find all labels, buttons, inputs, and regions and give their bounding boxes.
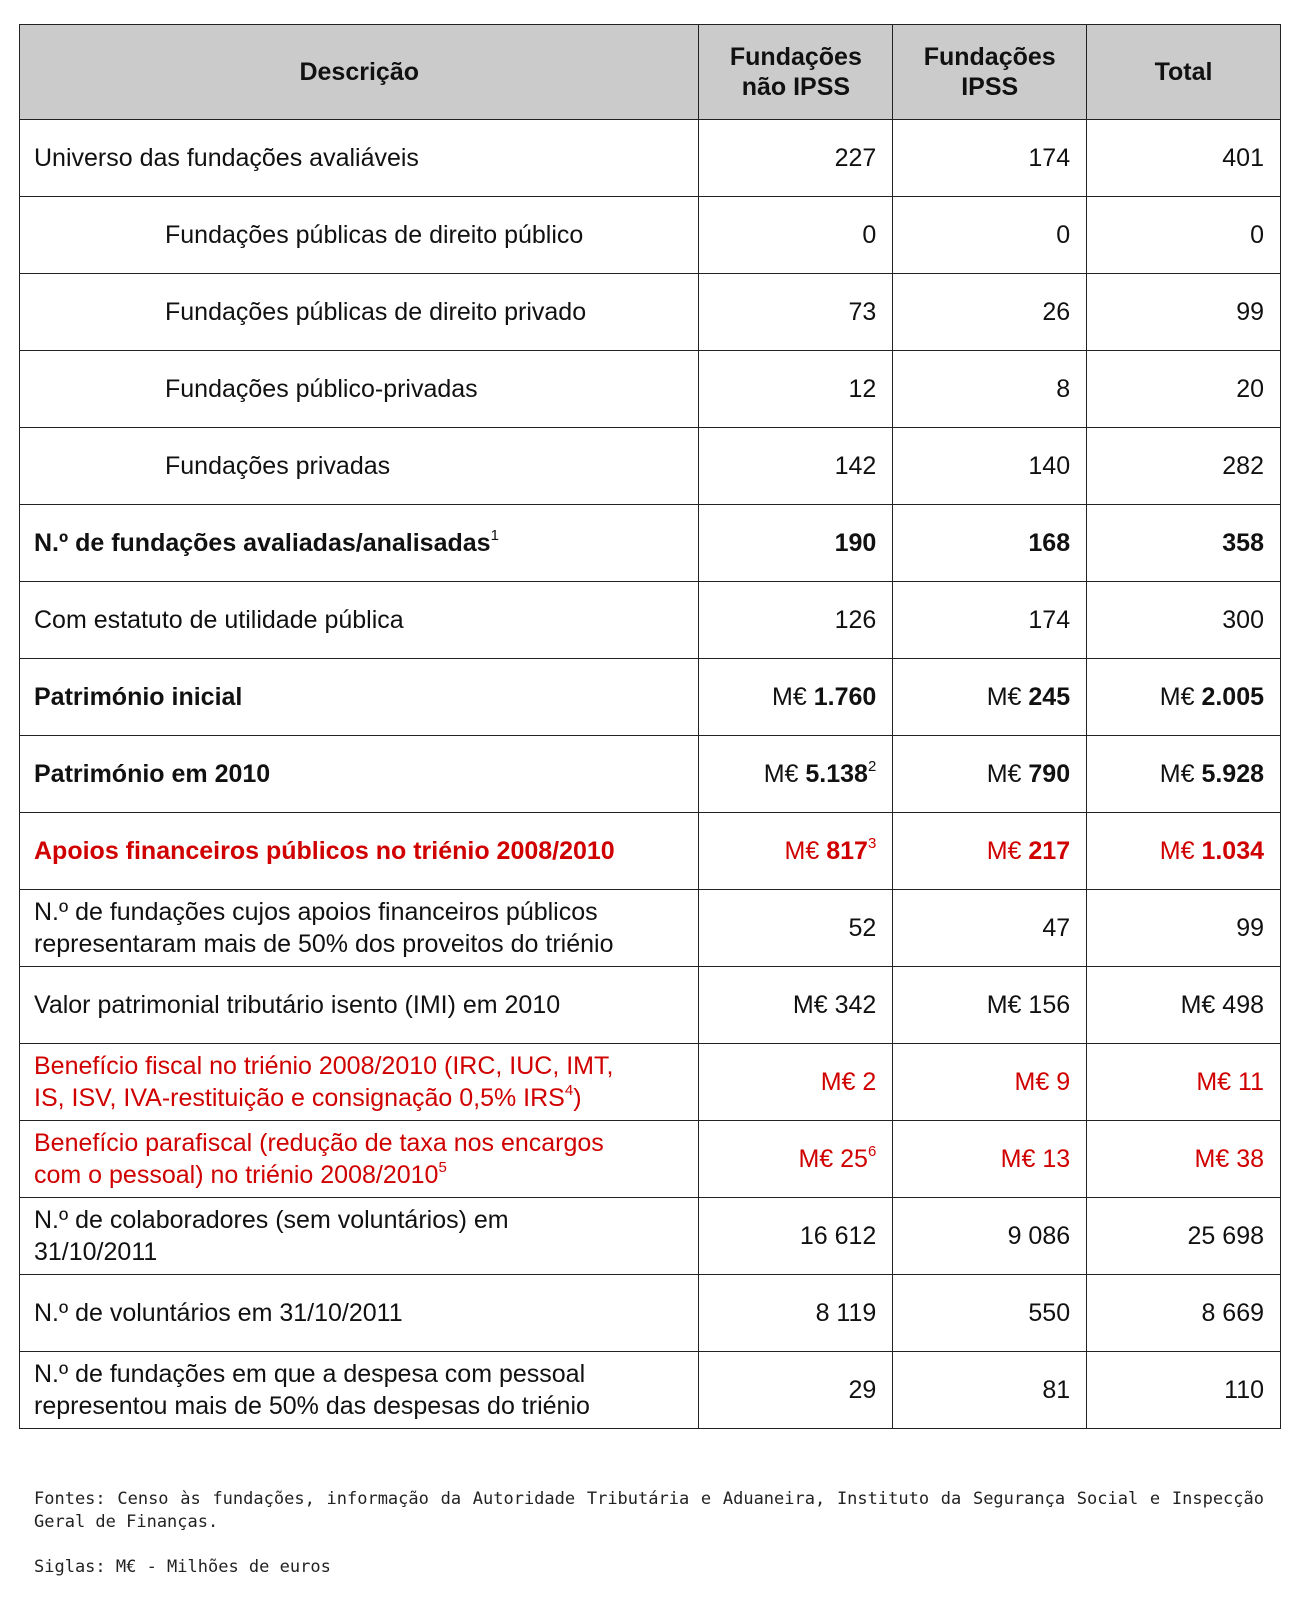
cell-ipss: 174 [893,582,1087,659]
cell-value: 817 [826,837,868,865]
footnote-marker: 1 [490,527,499,544]
currency-label: M€ [772,683,807,711]
table-notes [34,1488,1264,1579]
row-description-line1: N.º de fundações em que a despesa com pessoal [34,1360,586,1388]
cell-ipss: 550 [893,1275,1087,1352]
currency-label: M€ [1159,837,1195,865]
currency-label: M€ [784,837,820,865]
header-col1-line2: não IPSS [741,73,851,101]
row-description-line2: com o pessoal) no triénio 2008/2010 [34,1161,439,1189]
row-description: Fundações público-privadas [20,351,699,428]
cell-value: M€ 25 [798,1145,868,1173]
cell-total: 20 [1087,351,1281,428]
cell-total [1087,736,1281,813]
cell-total: 401 [1087,120,1281,197]
cell-nao-ipss: 29 [699,1352,893,1429]
row-description [20,890,699,967]
cell-ipss: M€ 13 [893,1121,1087,1198]
cell-total: 300 [1087,582,1281,659]
row-description: Universo das fundações avaliáveis [20,120,699,197]
cell-total: 110 [1087,1352,1281,1429]
cell-total [1087,659,1281,736]
cell-total: 358 [1087,505,1281,582]
row-description: Com estatuto de utilidade pública [20,582,699,659]
header-col2-line2: IPSS [961,73,1019,101]
cell-nao-ipss: 227 [699,120,893,197]
cell-value: 5.928 [1201,760,1264,788]
table-row-publico-privadas [20,351,1281,428]
cell-value: 1.760 [813,683,877,711]
table-row-utilidade-publica [20,582,1281,659]
header-col2-line1: Fundações [923,43,1056,71]
currency-label: M€ [763,760,799,788]
table-row-despesa-pessoal [20,1352,1281,1429]
cell-value: 5.138 [805,760,868,788]
cell-total: M€ 11 [1087,1044,1281,1121]
cell-ipss: 81 [893,1352,1087,1429]
currency-label: M€ [986,760,1022,788]
cell-ipss: 0 [893,197,1087,274]
row-description: Valor patrimonial tributário isento (IMI) em 2010 [20,967,699,1044]
row-description-line1: Benefício parafiscal (redução de taxa nos encargos [34,1129,604,1157]
cell-ipss: 47 [893,890,1087,967]
cell-total: 282 [1087,428,1281,505]
table-row-universo [20,120,1281,197]
cell-total: 0 [1087,197,1281,274]
cell-nao-ipss: 16 612 [699,1198,893,1275]
acronyms-note: Siglas: M€ - Milhões de euros [34,1557,331,1577]
cell-nao-ipss [699,813,893,890]
currency-label: M€ [986,683,1022,711]
row-description [20,1198,699,1275]
cell-total: M€ 498 [1087,967,1281,1044]
table-row-privadas [20,428,1281,505]
cell-nao-ipss: 52 [699,890,893,967]
row-description [20,1121,699,1198]
header-fundacoes-nao-ipss [699,25,893,120]
cell-ipss [893,736,1087,813]
cell-nao-ipss [699,1121,893,1198]
cell-value: 217 [1028,837,1071,865]
foundations-summary-table-container [19,24,1281,1429]
header-col1-line1: Fundações [729,43,862,71]
row-description-line1: Benefício fiscal no triénio 2008/2010 (IRC, IUC, IMT, [34,1052,614,1080]
row-description [20,1352,699,1429]
table-row-imi [20,967,1281,1044]
cell-nao-ipss: M€ 2 [699,1044,893,1121]
table-row-apoios-financeiros [20,813,1281,890]
table-row-colaboradores [20,1198,1281,1275]
row-description-line2-end: ) [573,1084,582,1112]
row-description-line1: N.º de fundações cujos apoios financeiros públicos [34,898,598,926]
cell-total: 25 698 [1087,1198,1281,1275]
table-row-voluntarios [20,1275,1281,1352]
row-description [20,505,699,582]
table-row-patrimonio-2010 [20,736,1281,813]
cell-nao-ipss: 126 [699,582,893,659]
cell-ipss: M€ 9 [893,1044,1087,1121]
cell-ipss: 9 086 [893,1198,1087,1275]
cell-value: 790 [1028,760,1071,788]
header-total: Total [1087,25,1281,120]
table-row-apoios-mais-50 [20,890,1281,967]
row-description: Apoios financeiros públicos no triénio 2008/2010 [20,813,699,890]
footnote-marker: 3 [867,835,877,852]
cell-nao-ipss: 73 [699,274,893,351]
cell-nao-ipss: 142 [699,428,893,505]
cell-total: 99 [1087,890,1281,967]
row-description: Fundações públicas de direito público [20,197,699,274]
currency-label: M€ [1159,760,1195,788]
table-row-patrimonio-inicial [20,659,1281,736]
footnote-marker: 5 [438,1159,447,1176]
cell-total: 99 [1087,274,1281,351]
row-description: N.º de voluntários em 31/10/2011 [20,1275,699,1352]
row-description: Fundações privadas [20,428,699,505]
row-description: Património inicial [20,659,699,736]
cell-value: 1.034 [1201,837,1264,865]
cell-nao-ipss [699,736,893,813]
table-row-beneficio-parafiscal [20,1121,1281,1198]
table-row-publicas-direito-privado [20,274,1281,351]
cell-ipss: 140 [893,428,1087,505]
cell-nao-ipss: M€ 342 [699,967,893,1044]
cell-ipss: M€ 156 [893,967,1087,1044]
row-description: Património em 2010 [20,736,699,813]
row-description-line2: representaram mais de 50% dos proveitos do triénio [34,930,614,958]
cell-nao-ipss: 8 119 [699,1275,893,1352]
cell-nao-ipss: 0 [699,197,893,274]
table-row-avaliadas [20,505,1281,582]
row-description [20,1044,699,1121]
cell-nao-ipss: 12 [699,351,893,428]
cell-ipss [893,659,1087,736]
cell-total [1087,813,1281,890]
sources-note: Fontes: Censo às fundações, informação da Autoridade Tributária e Aduaneira, Instituto da Segurança Social e Inspecção Geral de Finanças. [34,1489,1264,1532]
row-description-text: N.º de fundações avaliadas/analisadas [34,529,491,557]
table-header-row [20,25,1281,120]
cell-total: M€ 38 [1087,1121,1281,1198]
row-description-line2: IS, ISV, IVA-restituição e consignação 0,5% IRS [34,1084,565,1112]
row-description-line2: 31/10/2011 [34,1238,158,1266]
cell-ipss: 8 [893,351,1087,428]
header-fundacoes-ipss [893,25,1087,120]
cell-ipss: 26 [893,274,1087,351]
currency-label: M€ [1159,683,1195,711]
cell-nao-ipss: 190 [699,505,893,582]
cell-total: 8 669 [1087,1275,1281,1352]
cell-value: 2.005 [1201,683,1264,711]
header-descricao: Descrição [20,25,699,120]
currency-label: M€ [986,837,1022,865]
footnote-marker: 2 [867,758,877,775]
table-row-beneficio-fiscal [20,1044,1281,1121]
foundations-summary-table [19,24,1281,1429]
cell-ipss: 168 [893,505,1087,582]
cell-nao-ipss [699,659,893,736]
cell-ipss [893,813,1087,890]
footnote-marker: 4 [564,1082,574,1099]
row-description: Fundações públicas de direito privado [20,274,699,351]
footnote-marker: 6 [867,1143,877,1160]
table-row-publicas-direito-publico [20,197,1281,274]
cell-value: 245 [1028,683,1071,711]
cell-ipss: 174 [893,120,1087,197]
row-description-line1: N.º de colaboradores (sem voluntários) em [34,1206,509,1234]
row-description-line2: representou mais de 50% das despesas do triénio [34,1392,590,1420]
